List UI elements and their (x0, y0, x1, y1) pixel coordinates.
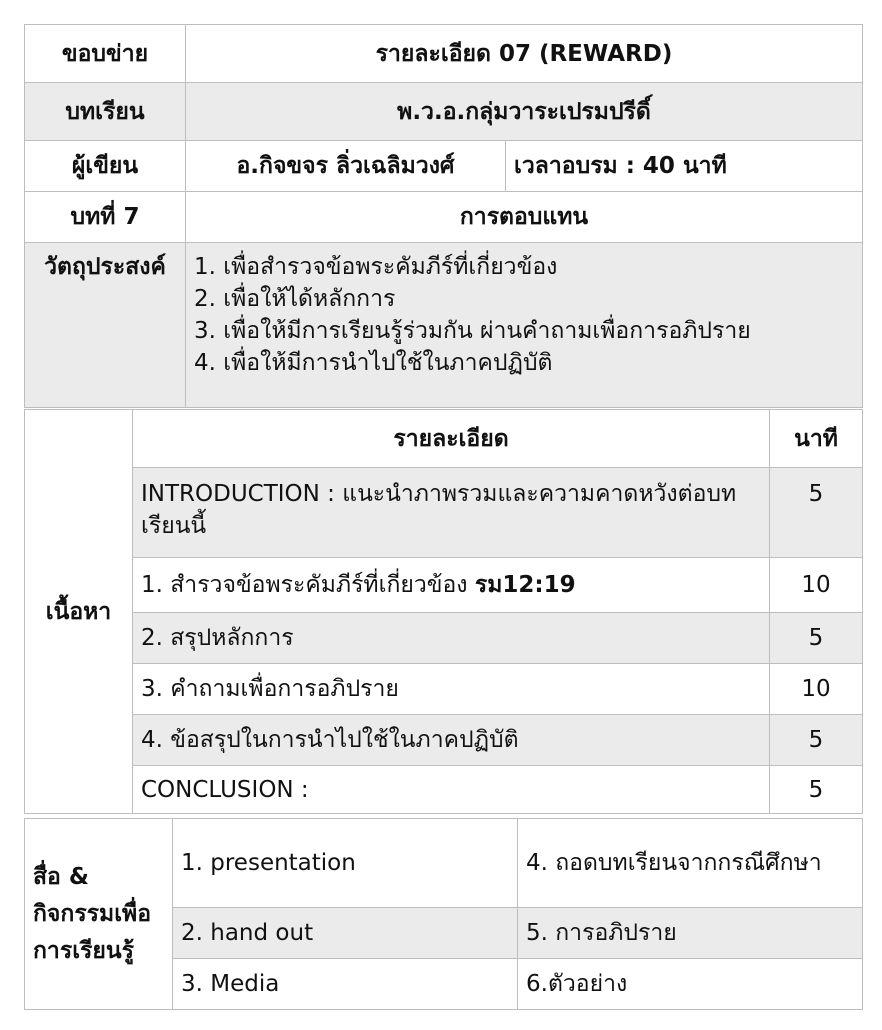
content-minutes: 5 (770, 468, 863, 558)
media-item: 5. การอภิปราย (518, 908, 863, 959)
content-table (24, 409, 863, 814)
content-detail: INTRODUCTION : แนะนำภาพรวมและความคาดหวังต่อบทเรียนนี้ (133, 468, 770, 558)
content-minutes: 5 (770, 766, 863, 814)
label-frame: ขอบข่าย (25, 25, 186, 83)
table-row (25, 468, 863, 558)
content-minutes: 10 (770, 558, 863, 613)
objectives-list (186, 243, 863, 408)
objective-item: 3. เพื่อให้มีการเรียนรู้ร่วมกัน ผ่านคำถามเพื่อการอภิปราย (194, 318, 751, 344)
label-author: ผู้เขียน (25, 141, 186, 192)
table-row (25, 766, 863, 814)
media-item: 1. presentation (173, 819, 518, 908)
chapter-value: การตอบแทน (186, 192, 863, 243)
media-item: 6.ตัวอย่าง (518, 959, 863, 1010)
content-minutes: 5 (770, 613, 863, 664)
label-lesson: บทเรียน (25, 83, 186, 141)
objective-item: 1. เพื่อสำรวจข้อพระคัมภีร์ที่เกี่ยวข้อง (194, 254, 558, 280)
content-detail: 3. คำถามเพื่อการอภิปราย (133, 664, 770, 715)
table-row (25, 558, 863, 613)
media-item: 3. Media (173, 959, 518, 1010)
content-label: เนื้อหา (25, 410, 133, 814)
col-detail-header: รายละเอียด (133, 410, 770, 468)
col-minutes-header: นาที (770, 410, 863, 468)
objective-item: 2. เพื่อให้ได้หลักการ (194, 286, 396, 312)
content-minutes: 10 (770, 664, 863, 715)
table-row (25, 613, 863, 664)
content-detail: 2. สรุปหลักการ (133, 613, 770, 664)
media-item: 4. ถอดบทเรียนจากกรณีศึกษา (518, 819, 863, 908)
content-detail: 4. ข้อสรุปในการนำไปใช้ในภาคปฏิบัติ (133, 715, 770, 766)
media-item: 2. hand out (173, 908, 518, 959)
table-row (25, 715, 863, 766)
content-minutes: 5 (770, 715, 863, 766)
media-label: สื่อ & กิจกรรมเพื่อการเรียนรู้ (25, 819, 173, 1010)
author-value: อ.กิจขจร ลิ่วเฉลิมวงศ์ (186, 141, 506, 192)
label-chapter: บทที่ 7 (25, 192, 186, 243)
lesson-info-table (24, 24, 863, 408)
content-detail: 1. สำรวจข้อพระคัมภีร์ที่เกี่ยวข้อง รม12:19 (133, 558, 770, 613)
objective-item: 4. เพื่อให้มีการนำไปใช้ในภาคปฏิบัติ (194, 350, 553, 376)
frame-value: รายละเอียด 07 (REWARD) (186, 25, 863, 83)
duration-value: เวลาอบรม : 40 นาที (506, 141, 863, 192)
scripture-reference: รม12:19 (474, 572, 576, 598)
label-objectives: วัตถุประสงค์ (25, 243, 186, 408)
lesson-value: พ.ว.อ.กลุ่มวาระเปรมปรีดิ์ (186, 83, 863, 141)
media-table (24, 818, 863, 1010)
content-detail: CONCLUSION : (133, 766, 770, 814)
table-row (25, 664, 863, 715)
